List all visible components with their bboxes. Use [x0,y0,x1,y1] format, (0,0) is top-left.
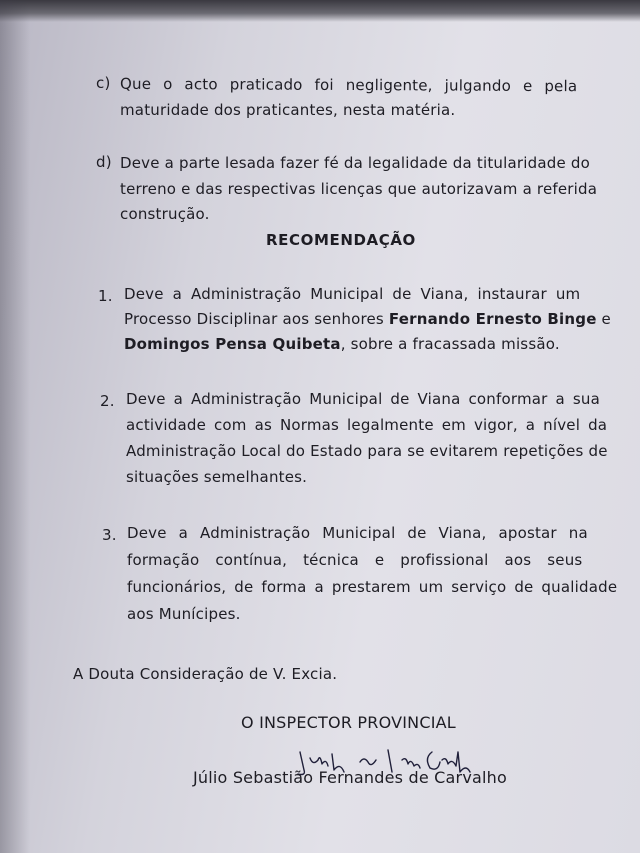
item-d-marker: d) [96,153,112,171]
recommendation-1-line-3-post: , sobre a fracassada missão. [340,335,560,353]
person-name-2: Domingos Pensa Quibeta [124,335,341,353]
signatory-title: O INSPECTOR PROVINCIAL [241,713,456,732]
item-c-line-2: maturidade dos praticantes, nesta matéria. [120,101,456,119]
item-d-line-3: construção. [120,205,210,223]
recommendation-1-line-3 [124,335,560,353]
recommendation-1-line-1: Deve a Administração Municipal de Viana, instaurar um [124,285,581,303]
recommendation-1-line-2-pre: Processo Disciplinar aos senhores [124,310,389,328]
recommendation-1-marker: 1. [98,287,113,305]
item-d-line-1: Deve a parte lesada fazer fé da legalidade da titularidade do [120,154,590,172]
recommendation-3-line-1: Deve a Administração Municipal de Viana, apostar na [127,524,588,542]
recommendation-3-line-2: formação contínua, técnica e profissional aos seus [127,551,583,569]
item-c-line-1 [120,75,578,95]
item-c-marker: c) [96,74,111,92]
recommendation-2-line-3: Administração Local do Estado para se evitarem repetições de [126,442,608,460]
item-c-line-1-text: Que o acto praticado foi negligente, julgando e pela [119,74,578,96]
recommendation-2-line-2: actividade com as Normas legalmente em vigor, a nível da [126,416,608,434]
item-d-line-2: terreno e das respectivas licenças que autorizavam a referida [120,180,598,198]
recommendation-1-line-2 [124,310,611,328]
person-name-1: Fernando Ernesto Binge [388,310,597,328]
recommendation-3-line-4: aos Munícipes. [127,605,241,623]
signatory-name: Júlio Sebastião Fernandes de Carvalho [193,768,507,787]
recommendation-3-marker: 3. [102,526,117,544]
recommendation-1-line-2-post: e [596,310,611,328]
recommendation-3-line-3: funcionários, de forma a prestarem um serviço de qualidade [127,578,618,596]
recommendation-2-line-1: Deve a Administração Municipal de Viana conformar a sua [126,390,600,408]
closing-line: A Douta Consideração de V. Excia. [73,665,338,683]
recommendation-heading: RECOMENDAÇÃO [266,231,416,249]
recommendation-2-marker: 2. [100,392,115,410]
recommendation-2-line-4: situações semelhantes. [126,468,308,486]
